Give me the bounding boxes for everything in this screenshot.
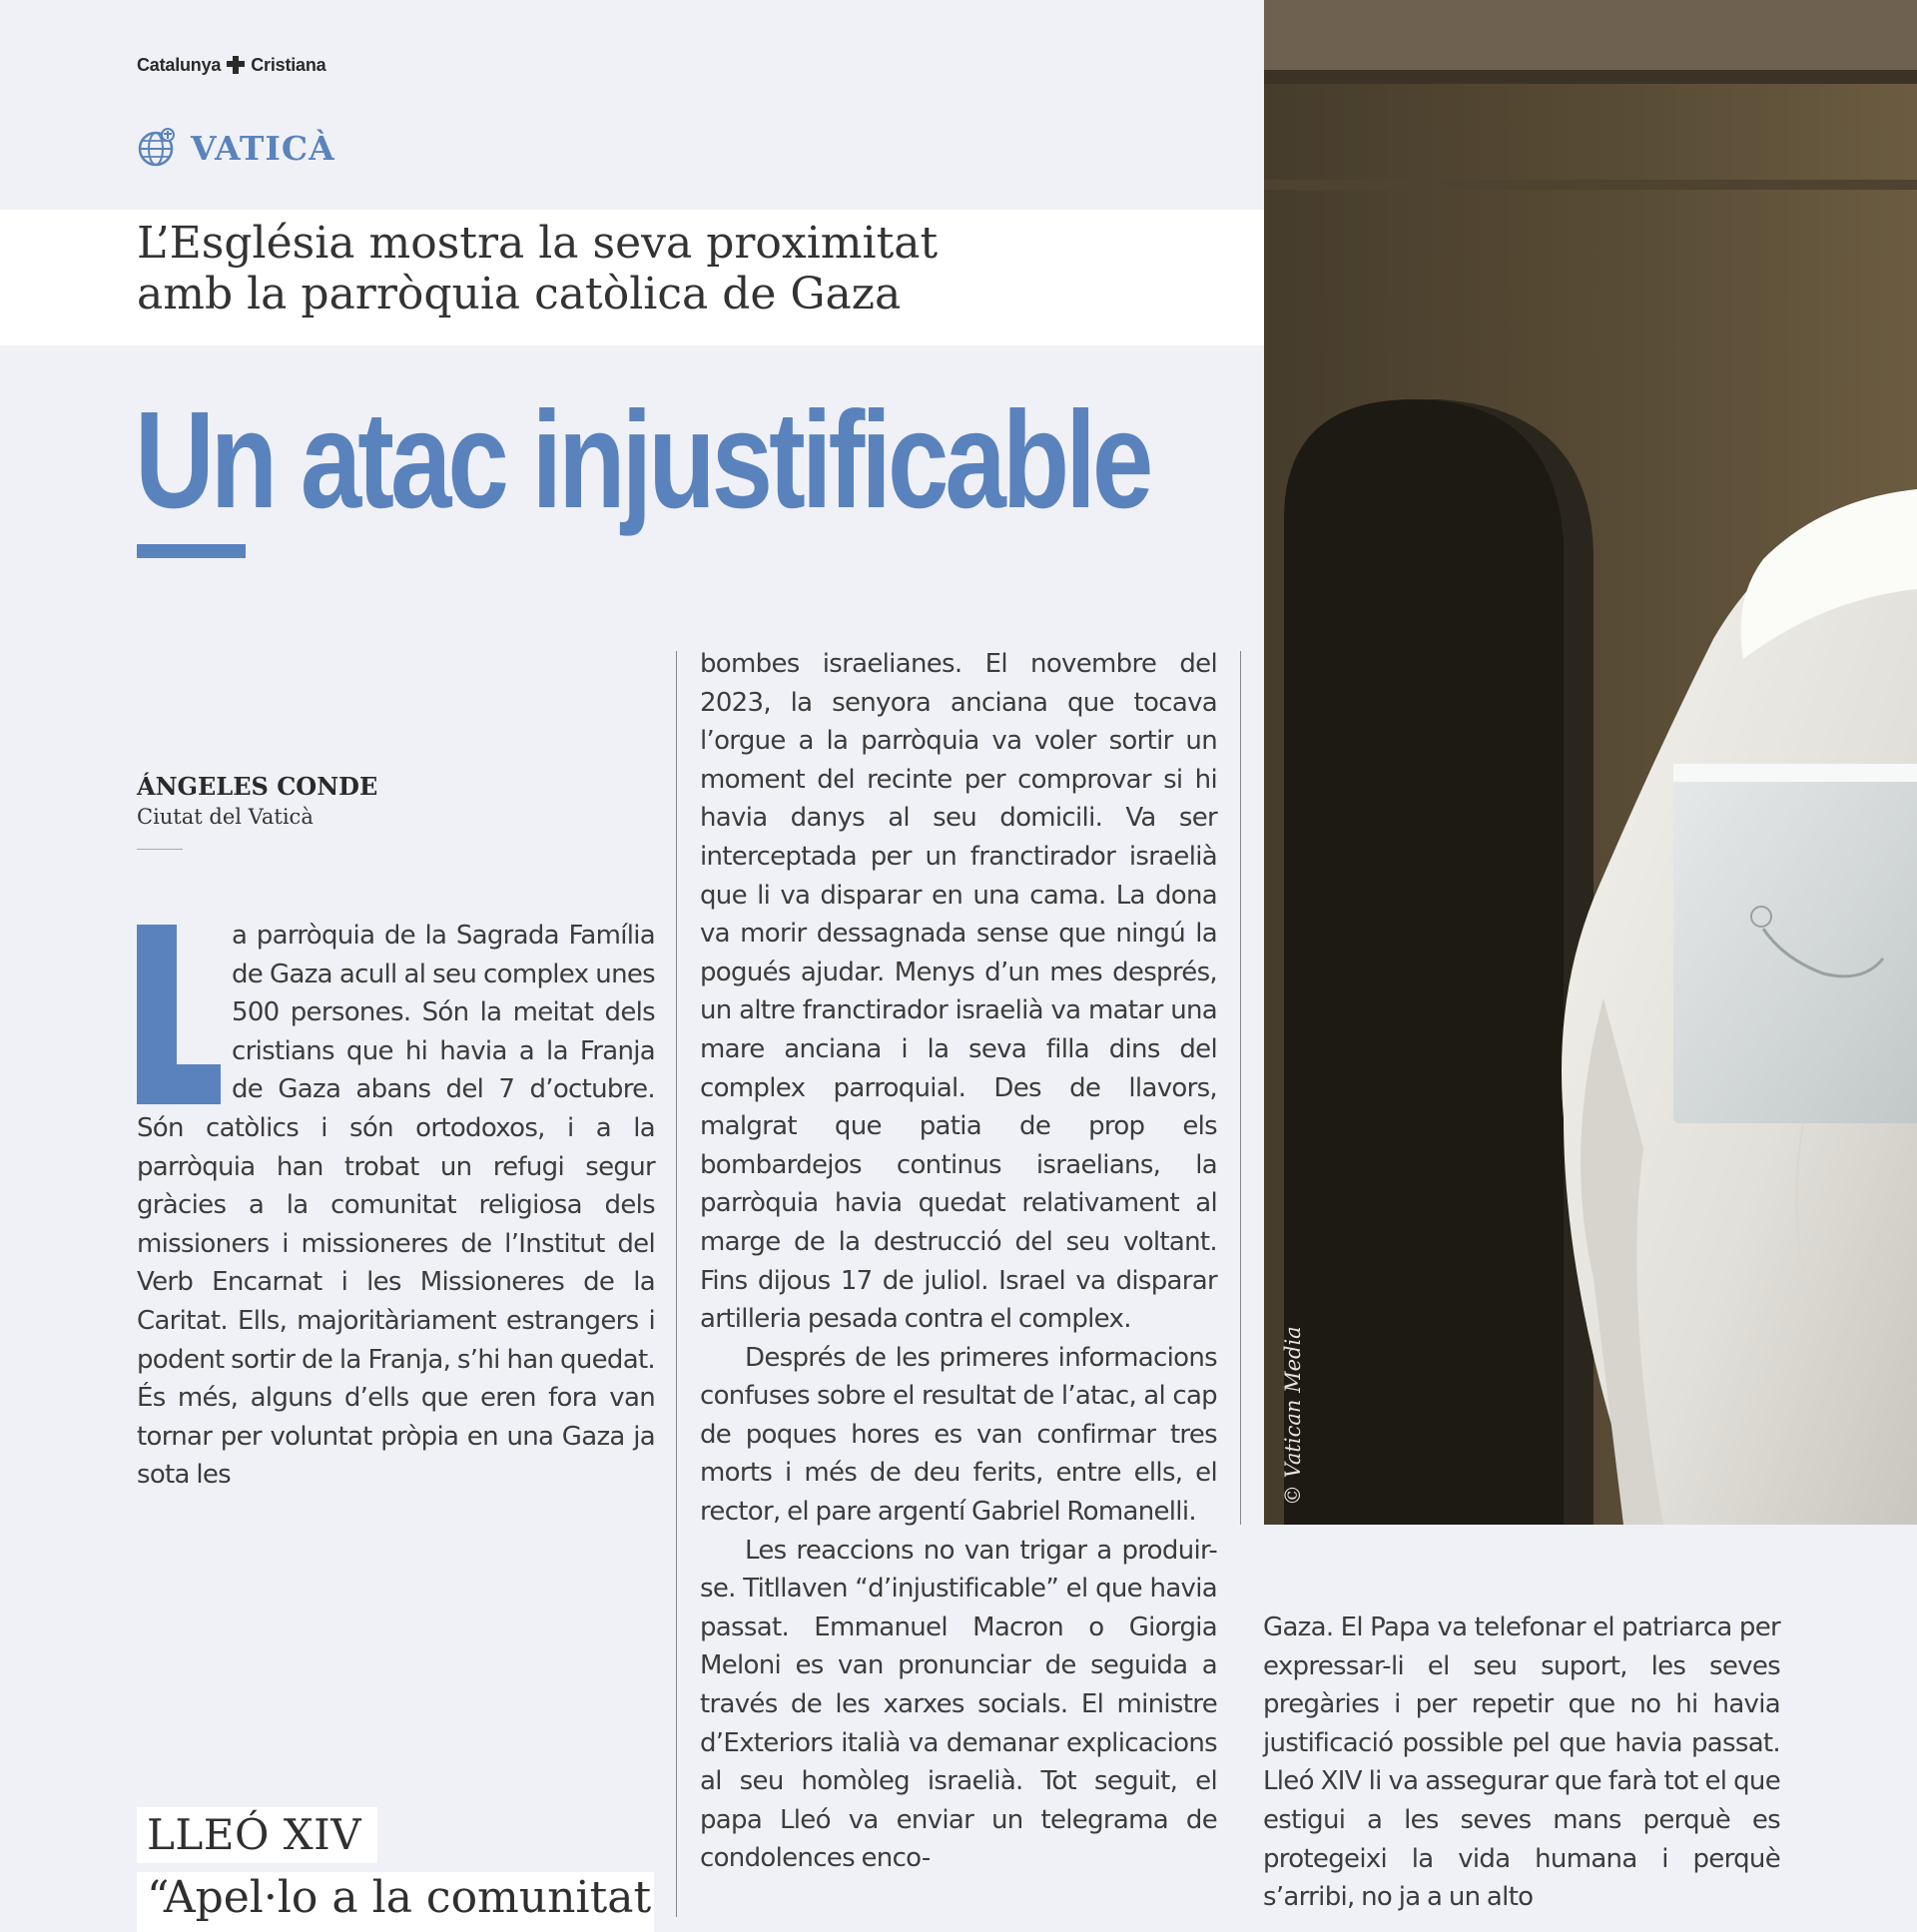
- column-divider: [1240, 651, 1241, 1525]
- brand-name-right: Cristiana: [251, 54, 326, 75]
- byline-author: ÁNGELES CONDE: [137, 772, 378, 801]
- subtitle-line-1: L’Església mostra la seva proximitat: [137, 218, 939, 269]
- brand-name-left: Catalunya: [137, 54, 222, 75]
- byline-divider: [137, 849, 183, 850]
- section-label: VATICÀ: [191, 128, 335, 168]
- section-header: [137, 128, 335, 168]
- paragraph: a parròquia de la Sagrada Família de Gaza acull al seu complex unes 500 persones. Són la meitat dels cristians que hi havia a la Franja de Gaza abans del 7 d’octubre. Són catòlics i són ortodoxos, i a la parròquia han trobat un refugi segur gràcies a la comunitat religiosa dels missioners i missioneres de l’Institut del Verb Encarnat i les Missioneres de la Caritat. Ells, majoritàriament estrangers i podent sortir de la Franja, s’hi han quedat. És més, alguns d’ells que eren fora van tornar per voluntat pròpia en una Gaza ja sota les: [137, 921, 655, 1491]
- globe-icon: [137, 128, 177, 168]
- paragraph: Després de les primeres informacions confuses sobre el resultat de l’atac, al cap de poques hores es van confirmar tres morts i més de deu ferits, entre ells, el rector, el pare argentí Gabriel Romanelli.: [700, 1342, 1217, 1528]
- paragraph: Les reaccions no van trigar a produir-se. Titllaven “d’injustificable” el que havia passat. Emmanuel Macron o Giorgia Meloni es van pronunciar de seguida a través de les xarxes socials. El ministre d’Exteriors italià va demanar explicacions al seu homòleg israelià. Tot seguit, el papa Lleó va enviar un telegrama de condolences enco-: [700, 1535, 1217, 1874]
- byline-location: Ciutat del Vaticà: [137, 805, 314, 829]
- paragraph: Gaza. El Papa va telefonar el patriarca per expressar-li el seu suport, les seves pregàries i per repetir que no hi havia justificació possible pel que havia passat. Lleó XIV li va assegurar que farà tot el que estigui a les seves mans perquè es protegeixi la vida humana i perquè s’arribi, no ja a un alto: [1263, 1612, 1780, 1913]
- cross-icon: [225, 54, 247, 76]
- article-subtitle: [137, 218, 1235, 320]
- paragraph: bombes israelianes. El novembre del 2023, la senyora anciana que tocava l’orgue a la parròquia va voler sortir un moment del recinte per comprovar si hi havia danys al seu domicili. Va ser interceptada per un franctirador israelià que li va disparar en una cama. La dona va morir dessagnada sense que ningú la pogués ajudar. Menys d’un mes després, un altre franctirador israelià va matar una mare anciana i la seva filla dins del complex parroquial. Des de llavors, malgrat que patia de prop els bombardejos continus israelians, la parròquia havia quedat relativament al marge de la destrucció del seu voltant. Fins dijous 17 de juliol. Israel va disparar artilleria pesada contra el complex.: [700, 649, 1217, 1335]
- article-column-1: [137, 917, 655, 1495]
- column-divider: [676, 651, 677, 1917]
- photo-credit: © Vatican Media: [1281, 1326, 1305, 1506]
- pope-photo-illustration: [1264, 0, 1917, 1525]
- article-photo: [1264, 0, 1917, 1525]
- subtitle-line-2: amb la parròquia catòlica de Gaza: [137, 269, 902, 320]
- headline-underline: [137, 544, 246, 558]
- pullquote-kicker: LLEÓ XIV: [147, 1810, 362, 1859]
- article-column-2: [700, 645, 1217, 1878]
- brand-logo: [137, 54, 325, 76]
- article-column-3: [1263, 1609, 1780, 1917]
- article-headline: Un atac injustificable: [135, 383, 1150, 537]
- pullquote-text: “Apel·lo a la comunitat: [147, 1872, 652, 1923]
- drop-cap: [137, 925, 222, 1104]
